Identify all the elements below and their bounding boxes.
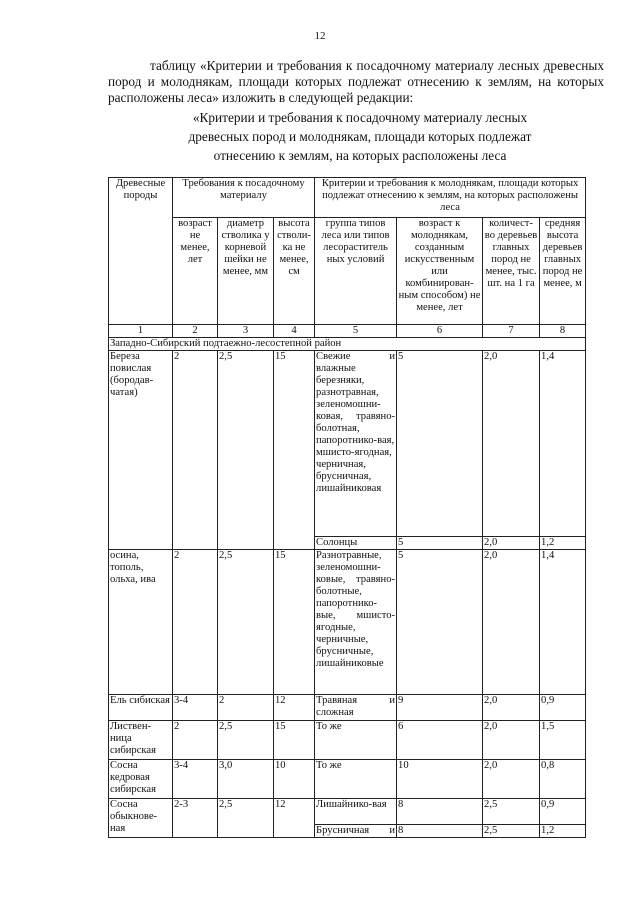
cell-species: Сосна кедровая сибирская (109, 760, 173, 799)
cell-forest-type: Солонцы (315, 537, 397, 550)
cell-species: Сосна обыкнове-ная (109, 799, 173, 838)
header-height: высота стволи-ка не менее, см (274, 218, 315, 325)
cell-average-height: 1,5 (540, 721, 586, 760)
cell-height: 15 (274, 721, 315, 760)
table-row (109, 799, 586, 825)
column-number: 5 (315, 325, 397, 338)
cell-diameter: 2,5 (218, 351, 274, 550)
header-average-height: средняя высота деревьев главных пород не менее, м (540, 218, 586, 325)
cell-forest-type: Лишайнико-вая (315, 799, 397, 825)
cell-average-height: 1,4 (540, 550, 586, 695)
page-number: 12 (314, 30, 326, 42)
intro-paragraph (108, 58, 604, 106)
cell-height: 10 (274, 760, 315, 799)
heading-line-2: древесных пород и молоднякам, площади которых подлежат (188, 129, 532, 144)
cell-average-height: 0,8 (540, 760, 586, 799)
header-forest-type: группа типов леса или типов лесораститель ных условий (315, 218, 397, 325)
table-row (109, 695, 586, 721)
cell-age: 3-4 (173, 695, 218, 721)
cell-species: осина, тополь, ольха, ива (109, 550, 173, 695)
cell-young-age: 9 (397, 695, 483, 721)
cell-young-age: 6 (397, 721, 483, 760)
table-row (109, 550, 586, 695)
cell-tree-count: 2,5 (483, 799, 540, 825)
cell-average-height: 0,9 (540, 695, 586, 721)
cell-tree-count: 2,5 (483, 825, 540, 838)
cell-age: 2 (173, 550, 218, 695)
cell-average-height: 1,2 (540, 825, 586, 838)
cell-tree-count: 2,0 (483, 351, 540, 537)
column-number: 6 (397, 325, 483, 338)
cell-average-height: 1,2 (540, 537, 586, 550)
region-row: Западно-Сибирский подтаежно-лесостепной район (109, 338, 586, 351)
cell-species: Листвен-ница сибирская (109, 721, 173, 760)
column-number: 8 (540, 325, 586, 338)
cell-diameter: 2,5 (218, 550, 274, 695)
cell-height: 12 (274, 695, 315, 721)
column-number: 4 (274, 325, 315, 338)
cell-species: Береза повислая (бородав-чатая) (109, 351, 173, 550)
column-number-row (109, 325, 586, 338)
cell-age: 3-4 (173, 760, 218, 799)
header-diameter: диаметр стволика у корневой шейки не менее, мм (218, 218, 274, 325)
intro-text: таблицу «Критерии и требования к посадочному материалу лесных древесных пород и молоднякам, площади которых подлежат отнесению к землям, на которых расположены леса» изложить в следующей редакции: (108, 58, 604, 105)
cell-forest-type: Свежие и влажные березняки, разнотравная, зеленомошни-ковая, травяно-болотная, папоротнико-вая, мшисто-ягодная, черничная, брусничная, лишайниковая (315, 351, 397, 537)
header-species: Древесные породы (109, 178, 173, 325)
cell-diameter: 3,0 (218, 760, 274, 799)
table-row (109, 351, 586, 537)
heading-line-1: «Критерии и требования к посадочному материалу лесных (192, 110, 528, 125)
cell-forest-type: Разнотравные, зеленомошни-ковые, травяно-болотные, папоротнико-вые, мшисто-ягодные, черничные, брусничные, лишайниковые (315, 550, 397, 695)
cell-tree-count: 2,0 (483, 695, 540, 721)
cell-tree-count: 2,0 (483, 721, 540, 760)
cell-average-height: 1,4 (540, 351, 586, 537)
cell-young-age: 5 (397, 537, 483, 550)
column-number: 1 (109, 325, 173, 338)
cell-tree-count: 2,0 (483, 760, 540, 799)
cell-young-age: 5 (397, 351, 483, 537)
cell-age: 2-3 (173, 799, 218, 838)
cell-forest-type: Брусничная и (316, 825, 396, 836)
cell-tree-count: 2,0 (483, 550, 540, 695)
cell-forest-type: То же (315, 760, 397, 799)
cell-age: 2 (173, 721, 218, 760)
criteria-table (108, 177, 586, 838)
column-number: 7 (483, 325, 540, 338)
cell-young-age: 5 (397, 550, 483, 695)
cell-young-age: 10 (397, 760, 483, 799)
cell-young-age: 8 (397, 799, 483, 825)
cell-forest-type: Травяная и сложная (315, 695, 397, 721)
header-age: возраст не менее, лет (173, 218, 218, 325)
cell-height: 15 (274, 550, 315, 695)
cell-average-height: 0,9 (540, 799, 586, 825)
cell-diameter: 2 (218, 695, 274, 721)
header-planting-material: Требования к посадочному материалу (173, 178, 315, 218)
cell-height: 15 (274, 351, 315, 550)
header-young-stands: Критерии и требования к молоднякам, площади которых подлежат отнесению к землям, на которых расположены леса (315, 178, 586, 218)
cell-diameter: 2,5 (218, 721, 274, 760)
table-row (109, 721, 586, 760)
cell-species: Ель сибиская (109, 695, 173, 721)
column-number: 2 (173, 325, 218, 338)
header-tree-count: количест-во деревьев главных пород не менее, тыс. шт. на 1 га (483, 218, 540, 325)
cell-young-age: 8 (397, 825, 483, 838)
table-row (109, 760, 586, 799)
cell-height: 12 (274, 799, 315, 838)
column-number: 3 (218, 325, 274, 338)
cell-tree-count: 2,0 (483, 537, 540, 550)
heading-line-3: отнесению к землям, на которых расположены леса (213, 148, 507, 163)
cell-age: 2 (173, 351, 218, 550)
cell-forest-type: То же (315, 721, 397, 760)
header-young-age: возраст к молоднякам, созданным искусственным или комбинирован-ным способом) не менее, лет (397, 218, 483, 325)
cell-diameter: 2,5 (218, 799, 274, 838)
table-heading (150, 108, 570, 165)
